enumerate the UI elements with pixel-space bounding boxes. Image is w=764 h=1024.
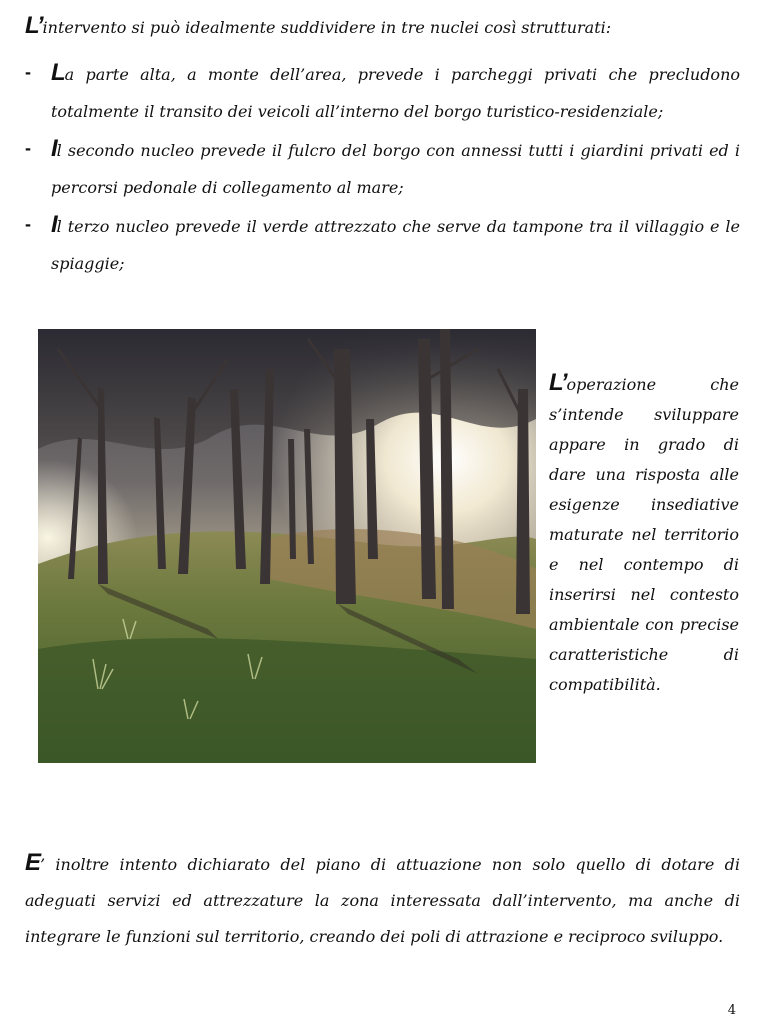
page-number: 4 — [727, 1003, 736, 1018]
bottom-dropcap: E — [25, 849, 41, 876]
side-paragraph — [549, 368, 739, 700]
side-dropcap: L’ — [549, 369, 567, 396]
bullet-dash: - — [25, 138, 31, 158]
bullet-dropcap: I — [51, 211, 57, 238]
intro-text: intervento si può idealmente suddividere in tre nuclei così strutturati: — [42, 18, 612, 37]
bullet-dropcap: L — [51, 59, 65, 86]
bullet-text: a parte alta, a monte dell’area, prevede i parcheggi privati che precludono totalmente il transito dei veicoli all’interno del borgo turistico-residenziale; — [51, 65, 740, 121]
list-item — [25, 130, 740, 206]
bullet-dash: - — [25, 214, 31, 234]
structure-list — [25, 54, 740, 282]
pine-forest-photo — [38, 329, 536, 763]
list-item — [25, 206, 740, 282]
intro-dropcap: L’ — [25, 12, 43, 39]
bullet-text: l terzo nucleo prevede il verde attrezzato che serve da tampone tra il villaggio e le spiaggie; — [51, 217, 740, 273]
bullet-dash: - — [25, 62, 31, 82]
list-item — [25, 54, 740, 130]
bullet-dropcap: I — [51, 135, 57, 162]
bullet-text: l secondo nucleo prevede il fulcro del borgo con annessi tutti i giardini privati ed i percorsi pedonale di collegamento al mare; — [51, 141, 740, 197]
side-text: operazione che s’intende sviluppare appare in grado di dare una risposta alle esigenze insediative maturate nel territorio e nel contempo di inserirsi nel contesto ambientale con precise caratteristiche di compatibilità. — [549, 375, 739, 694]
bottom-paragraph — [25, 845, 740, 955]
intro-paragraph — [25, 12, 740, 40]
bottom-text: ’ inoltre intento dichiarato del piano di attuazione non solo quello di dotare di adeguati servizi ed attrezzature la zona interessata dall’intervento, ma anche di integrare le funzioni sul territorio, creando dei poli di attrazione e reciproco sviluppo. — [25, 855, 740, 946]
